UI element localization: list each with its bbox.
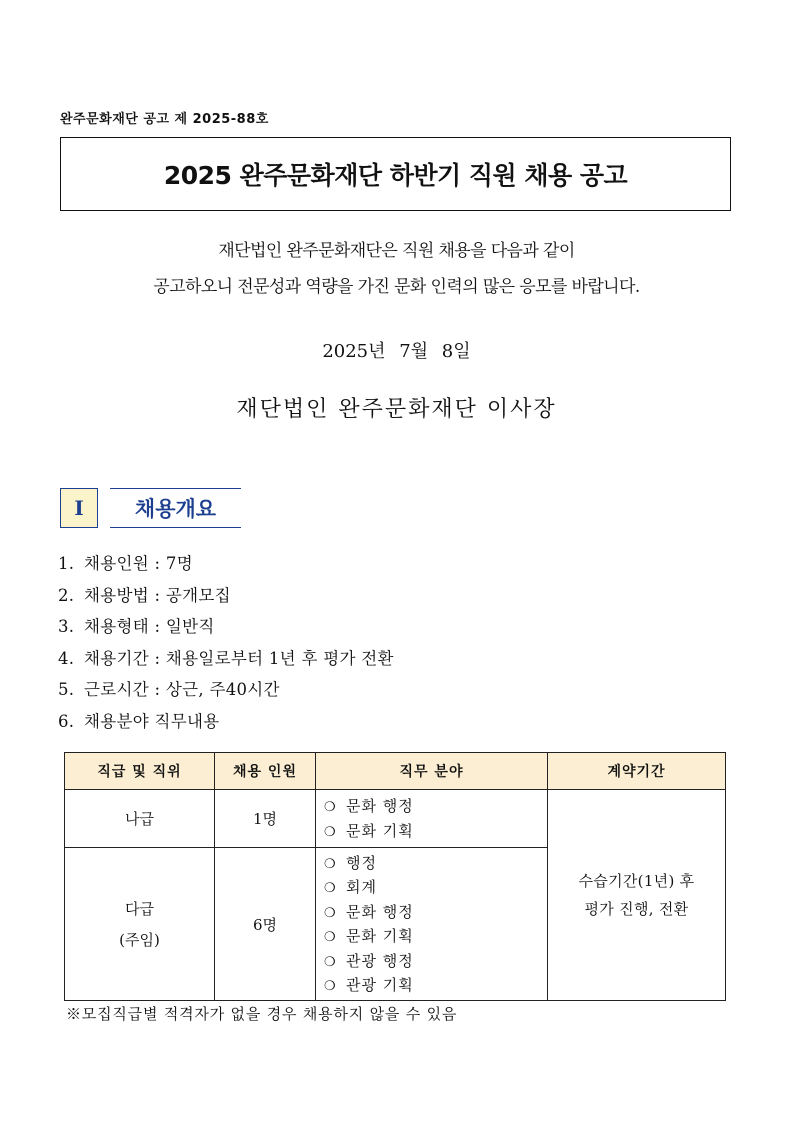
announcement-date: 2025년 7월 8일 (322, 341, 471, 362)
section-title: 채용개요 (110, 488, 241, 528)
circle-bullet-icon: ❍ (324, 800, 337, 815)
item-text: 채용방법 : 공개모집 (84, 585, 231, 605)
fields-cell (316, 790, 548, 848)
item-number: 6. (58, 711, 75, 731)
field-item: ❍ 문화 행정 (324, 900, 547, 925)
circle-bullet-icon: ❍ (324, 824, 337, 840)
circle-bullet-icon: ❍ (324, 954, 337, 970)
item-text: 근로시간 : 상근, 주40시간 (84, 680, 280, 699)
field-item: ❍ 관광 기획 (324, 973, 547, 998)
item-text: 채용기간 : 채용일로부터 1년 후 평가 전환 (84, 648, 394, 668)
circle-bullet-icon: ❍ (324, 856, 337, 872)
circle-bullet-icon: ❍ (324, 979, 337, 994)
count-cell: 6명 (215, 848, 316, 1001)
field-item: ❍ 회계 (324, 875, 547, 900)
header-count: 채용 인원 (215, 753, 316, 790)
signer: 재단법인 완주문화재단 이사장 (236, 397, 557, 422)
header-grade: 직급 및 직위 (65, 753, 215, 790)
field-item: ❍ 행정 (324, 851, 547, 876)
grade-cell (65, 790, 215, 848)
item-text: 채용형태 : 일반직 (84, 617, 215, 636)
field-item: ❍ 문화 행정 (324, 794, 547, 819)
field-item: ❍ 문화 기획 (324, 924, 547, 949)
contract-cell (548, 790, 726, 1001)
grade-label: 나급 (125, 810, 154, 828)
item-text: 채용인원 : 7명 (84, 554, 193, 573)
item-number: 1. (58, 554, 75, 573)
list-item (58, 710, 394, 742)
intro-line-2: 공고하오니 전문성과 역량을 가진 문화 인력의 많은 응모를 바랍니다. (153, 277, 640, 297)
field-item: ❍ 관광 행정 (324, 949, 547, 974)
list-item (58, 647, 394, 679)
field-item: ❍ 문화 기획 (324, 819, 547, 844)
list-item (58, 615, 394, 647)
item-number: 3. (58, 617, 75, 636)
header-contract: 계약기간 (548, 753, 726, 790)
item-number: 4. (58, 648, 75, 668)
footnote: ※모집직급별 적격자가 없을 경우 채용하지 않을 수 있음 (66, 1005, 458, 1023)
circle-bullet-icon: ❍ (324, 905, 337, 921)
intro-line-1: 재단법인 완주문화재단은 직원 채용을 다음과 같이 (218, 241, 575, 261)
contract-line: 수습기간(1년) 후 (578, 872, 695, 890)
table-row (65, 790, 726, 848)
positions-table (64, 752, 726, 1001)
count-cell: 1명 (215, 790, 316, 848)
grade-cell (65, 848, 215, 1001)
list-item (58, 552, 394, 584)
table-header-row (65, 753, 726, 790)
list-item (58, 584, 394, 616)
item-number: 5. (58, 680, 75, 699)
item-text: 채용분야 직무내용 (84, 711, 220, 731)
section-number: I (60, 488, 98, 528)
item-number: 2. (58, 585, 75, 605)
list-item (58, 678, 394, 710)
grade-label: 다급 (125, 900, 154, 918)
grade-sublabel: (주임) (119, 931, 160, 949)
circle-bullet-icon: ❍ (324, 881, 337, 896)
circle-bullet-icon: ❍ (324, 930, 337, 945)
notice-number: 완주문화재단 공고 제 2025-88호 (60, 112, 269, 127)
contract-line: 평가 진행, 전환 (584, 900, 689, 918)
overview-list (58, 552, 394, 741)
header-fields: 직무 분야 (316, 753, 548, 790)
fields-cell (316, 848, 548, 1001)
page-title: 2025 완주문화재단 하반기 직원 채용 공고 (60, 137, 731, 211)
